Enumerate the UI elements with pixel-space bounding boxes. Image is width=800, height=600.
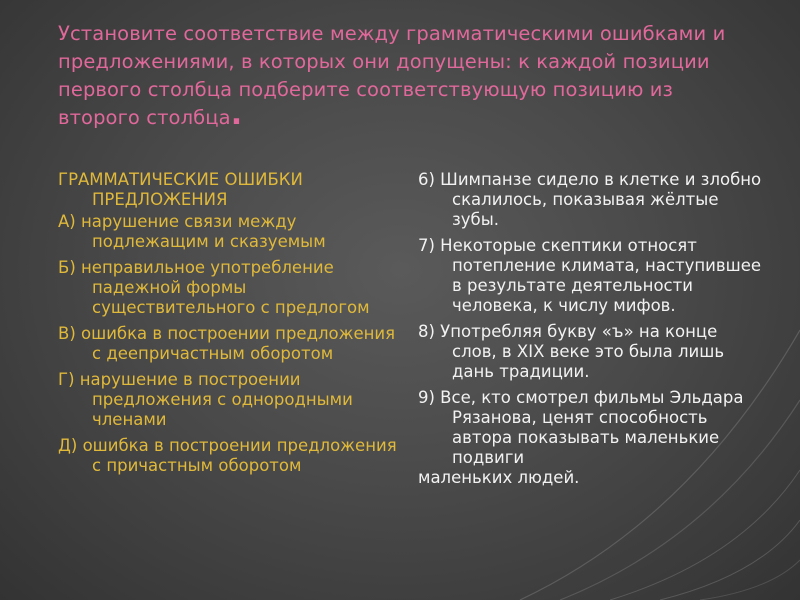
- left-column: [58, 170, 398, 482]
- slide-title: [58, 20, 758, 132]
- left-column-header: ГРАММАТИЧЕСКИЕ ОШИБКИ ПРЕДЛОЖЕНИЯ: [58, 170, 303, 209]
- slide-title-period: .: [230, 97, 243, 132]
- error-item-g: Г) нарушение в построении предложения с однородными членами: [58, 370, 353, 429]
- right-column: [418, 170, 763, 488]
- error-item-b: Б) неправильное употребление падежной формы существительного с предлогом: [58, 258, 370, 317]
- sentence-item-7: 7) Некоторые скептики относят потепление климата, наступившее в результате деятельности человека, к числу мифов.: [418, 236, 762, 315]
- sentence-item-9-continuation: маленьких людей.: [418, 468, 580, 487]
- sentence-item-8: 8) Употребляя букву «ъ» на конце слов, в XIX веке это была лишь дань традиции.: [418, 322, 725, 381]
- error-item-a: А) нарушение связи между подлежащим и сказуемым: [58, 212, 326, 251]
- slide-title-text: Установите соответствие между грамматическими ошибками и предложениями, в которых они допущены: к каждой позиции первого столбца подберите соответствующую позицию из второго столбца: [58, 22, 726, 129]
- sentence-item-6: 6) Шимпанзе сидело в клетке и злобно скалилось, показывая жёлтые зубы.: [418, 170, 762, 229]
- error-item-d: Д) ошибка в построении предложения с причастным оборотом: [58, 436, 397, 475]
- error-item-v: В) ошибка в построении предложения с деепричастным оборотом: [58, 324, 396, 363]
- sentence-item-9: 9) Все, кто смотрел фильмы Эльдара Рязанова, ценят способность автора показывать маленькие подвиги: [418, 388, 744, 467]
